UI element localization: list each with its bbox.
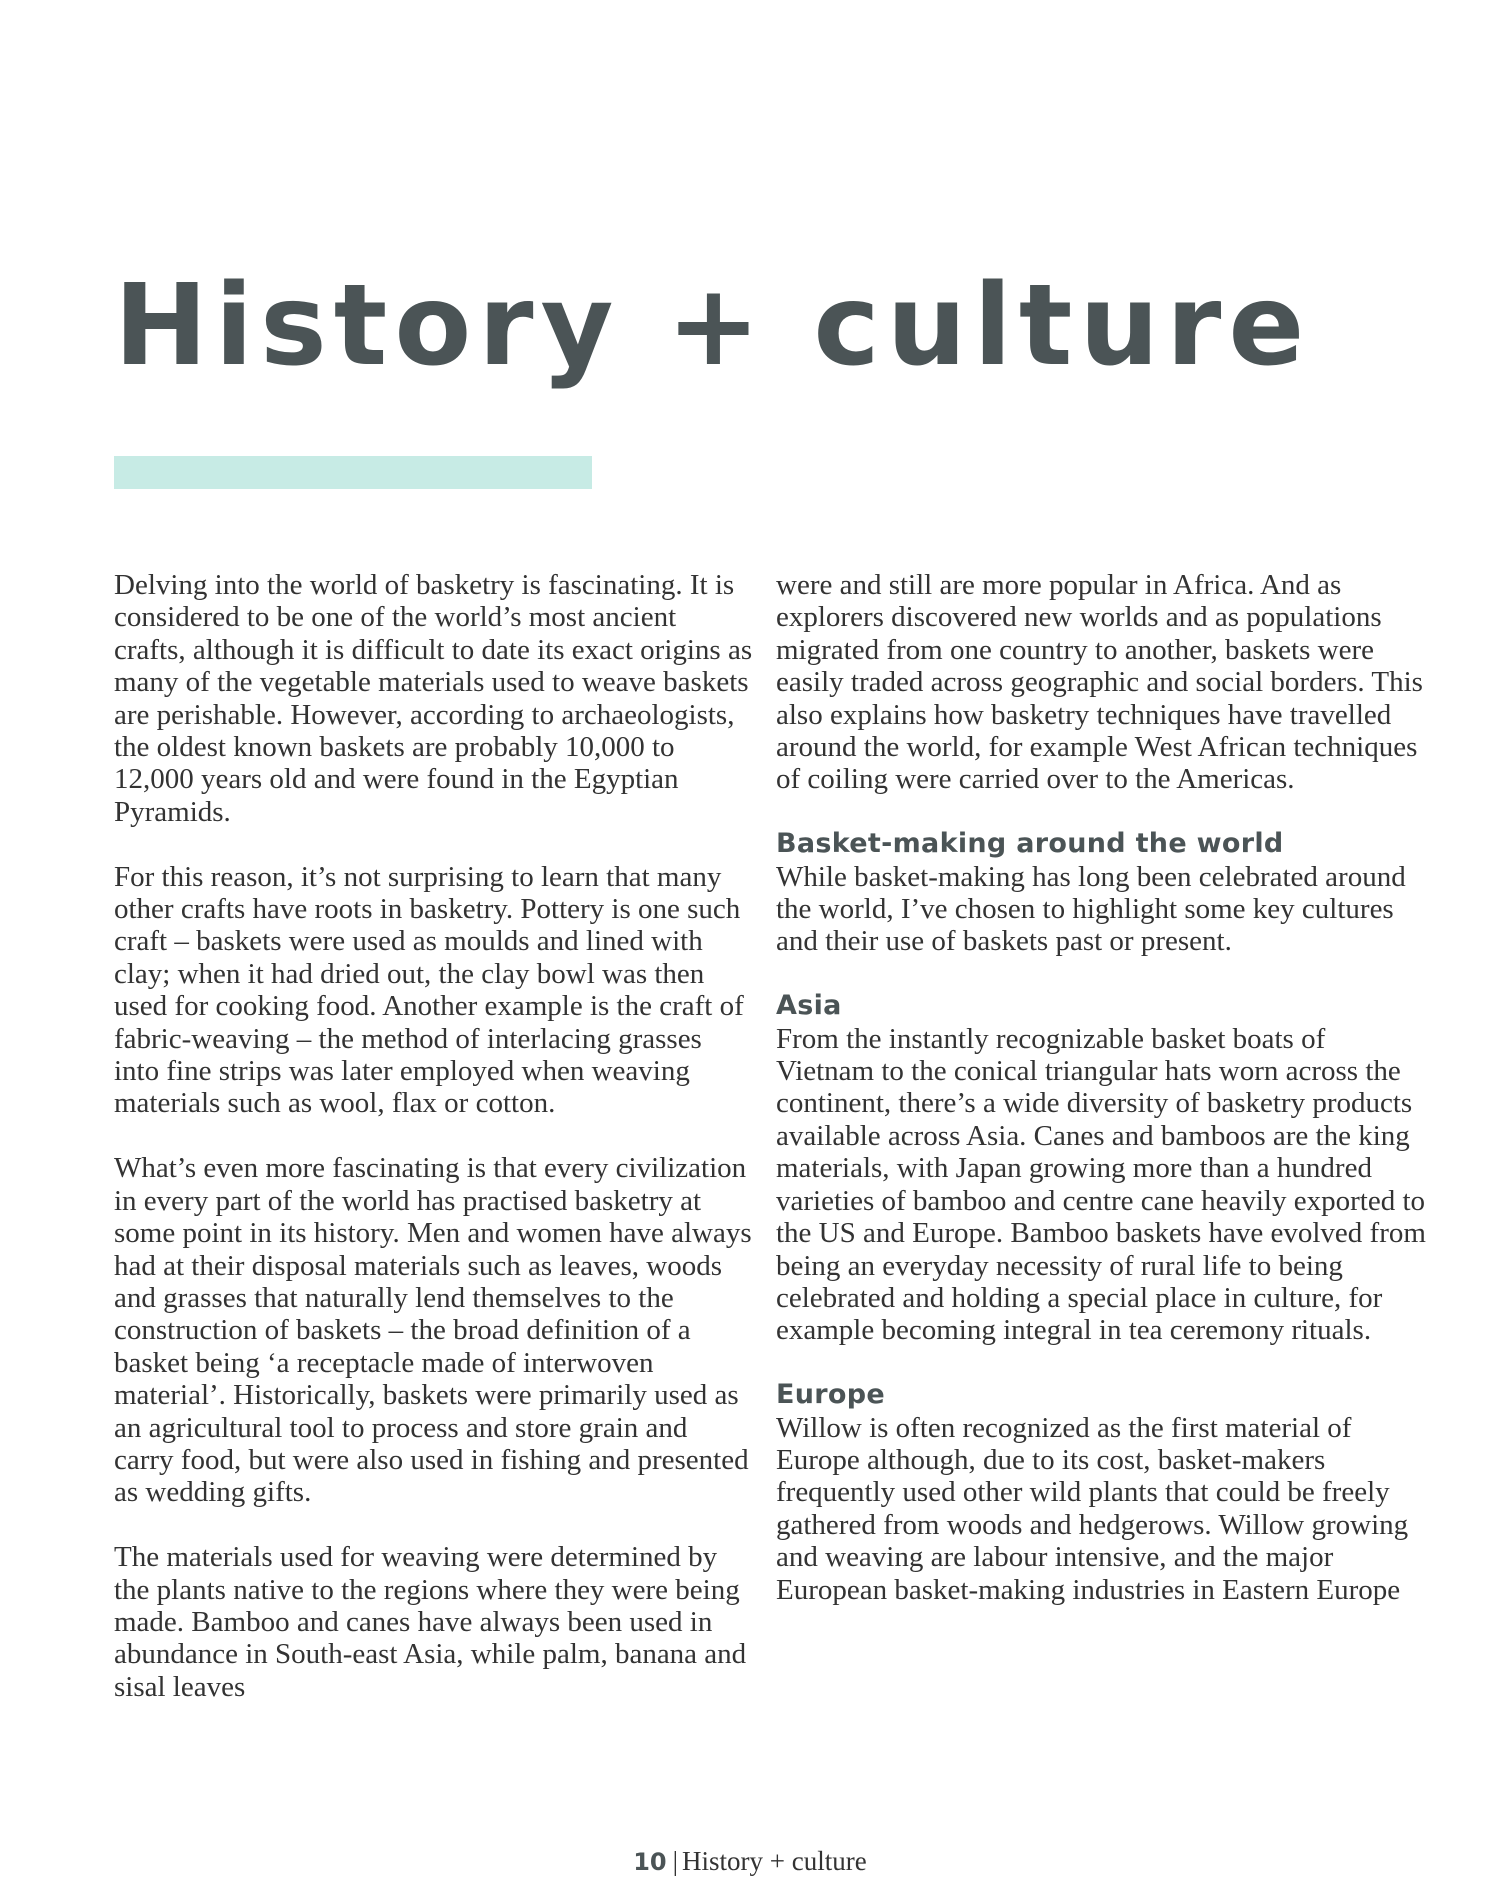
footer-section-name: History + culture (682, 1846, 867, 1876)
page-number: 10 (633, 1848, 667, 1876)
section-text-europe: Willow is often recognized as the first material of Europe although, due to its cost, basket-makers frequently used other wild plants that could be freely gathered from woods and hedgerows. Willow growing and weaving are labour intensive, and the major European basket-making industries in Eastern Europe (776, 1411, 1409, 1606)
footer-separator: | (672, 1846, 679, 1876)
title-accent-bar (114, 456, 592, 489)
body-paragraph: were and still are more popular in Africa. And as explorers discovered new worlds and as populations migrated from one country to another, baskets were easily traded across geographic and social borders. This also explains how basketry techniques have travelled around the world, for example West African techniques of coiling were carried over to the Americas. (776, 569, 1423, 796)
section-heading-europe: Europe (776, 1379, 885, 1411)
section-text-asia: From the instantly recognizable basket boats of Vietnam to the conical triangular hats worn across the continent, there’s a wide diversity of basketry products available across Asia. Canes and bamboos are the king materials, with Japan growing more than a hundred varieties of bamboo and centre cane heavily exported to the US and Europe. Bamboo baskets have evolved from being an everyday necessity of rural life to being celebrated and holding a special place in culture, for example becoming integral in tea ceremony rituals. (776, 1022, 1426, 1347)
right-column (776, 569, 1426, 1638)
body-paragraph: For this reason, it’s not surprising to learn that many other crafts have roots in basketry. Pottery is one such craft – baskets were used as moulds and lined with clay; when it had dried out, the clay bowl was then used for cooking food. Another example is the craft of fabric-weaving – the method of interlacing grasses into fine strips was later employed when weaving materials such as wool, flax or cotton. (114, 860, 744, 1120)
left-column (114, 569, 754, 1736)
page-title: History + culture (114, 261, 1312, 391)
body-paragraph: The materials used for weaving were determined by the plants native to the regions where they were being made. Bamboo and canes have always been used in abundance in South-east Asia, while palm, banana and sisal leaves (114, 1541, 747, 1703)
section-heading-asia: Asia (776, 990, 842, 1022)
page-footer (0, 1848, 1500, 1875)
section-heading-basket-making: Basket-making around the world (776, 828, 1284, 860)
body-paragraph: What’s even more fascinating is that every civilization in every part of the world has practised basketry at some point in its history. Men and women have always had at their disposal materials such as leaves, woods and grasses that naturally lend themselves to the construction of baskets – the broad definition of a basket being ‘a receptacle made of interwoven material’. Historically, baskets were primarily used as an agricultural tool to process and store grain and carry food, but were also used in fishing and presented as wedding gifts. (114, 1152, 752, 1509)
body-paragraph: Delving into the world of basketry is fascinating. It is considered to be one of the world’s most ancient crafts, although it is difficult to date its exact origins as many of the vegetable materials used to weave baskets are perishable. However, according to archaeologists, the oldest known baskets are probably 10,000 to 12,000 years old and were found in the Egyptian Pyramids. (114, 569, 753, 828)
section-text-basket-making: While basket-making has long been celebrated around the world, I’ve chosen to highlight some key cultures and their use of baskets past or present. (776, 860, 1406, 958)
